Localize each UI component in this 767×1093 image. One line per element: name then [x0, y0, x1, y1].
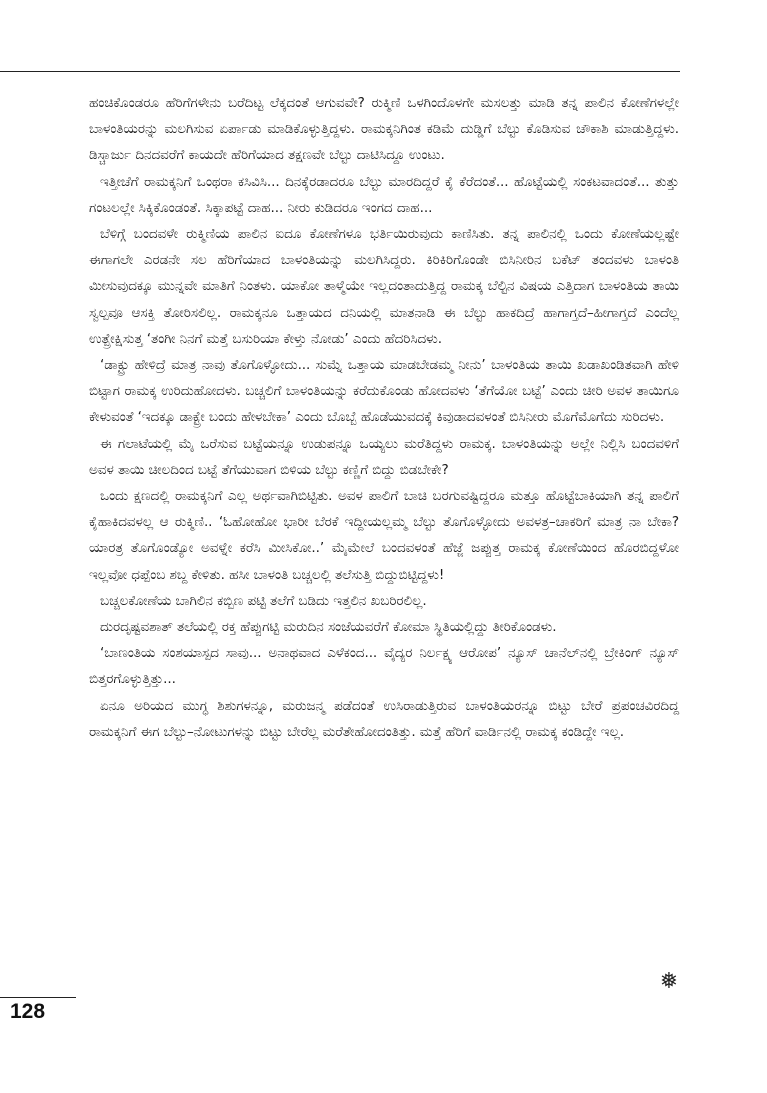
paragraph: ‘ಡಾಕ್ಟ್ರು ಹೇಳಿದ್ರೆ ಮಾತ್ರ ನಾವು ತೊಗೊಳ್ಳೋದು... ಸುಮ್ನೆ ಒತ್ತಾಯ ಮಾಡಬೇಡಮ್ಮ ನೀನು’ ಬಾಳಂತಿಯ ತಾಯಿ ಖಡಾಖಂಡಿತವಾಗಿ ಹೇಳಿ ಬಿಟ್ಟಾಗ ರಾಮಕ್ಕ ಉರಿದುಹೋದಳು. ಬಚ್ಚಲಿಗೆ ಬಾಳಂತಿಯನ್ನು ಕರೆದುಕೊಂಡು ಹೋದವಳು ‘ತೆಗೆಯೋ ಬಟ್ಟೆ’ ಎಂದು ಚೀರಿ ಅವಳ ತಾಯಿಗೂ ಕೇಳುವಂತೆ ‘ಇದಕ್ಕೂ ಡಾಕ್ಟ್ರೇ ಬಂದು ಹೇಳಬೇಕಾ’ ಎಂದು ಬೊಬ್ಬೆ ಹೊಡೆಯುವದಕ್ಕೆ ಕಿವುಡಾದವಳಂತೆ ಬಿಸಿನೀರು ಮೊಗೆಮೊಗೆದು ಸುರಿದಳು. [89, 357, 679, 426]
paragraph: ದುರದೃಷ್ಟವಶಾತ್ ತಲೆಯಲ್ಲಿ ರಕ್ತ ಹೆಪ್ಪುಗಟ್ಟಿ ಮರುದಿನ ಸಂಜೆಯವರೆಗೆ ಕೋಮಾ ಸ್ಥಿತಿಯಲ್ಲಿದ್ದು ತೀರಿಕೊಂಡಳು. [100, 619, 557, 636]
paragraph: ಬೆಳಿಗ್ಗೆ ಬಂದವಳೇ ರುಕ್ಮಿಣಿಯ ಪಾಲಿನ ಐದೂ ಕೋಣೆಗಳೂ ಭರ್ತಿಯಿರುವುದು ಕಾಣಿಸಿತು. ತನ್ನ ಪಾಲಿನಲ್ಲಿ ಒಂದು ಕೋಣೆಯಲ್ಲಷ್ಟೇ ಈಗಾಗಲೇ ಎರಡನೇ ಸಲ ಹೆರಿಗೆಯಾದ ಬಾಳಂತಿಯನ್ನು ಮಲಗಿಸಿದ್ದರು. ಕಿರಿಕಿರಿಗೊಂಡೇ ಬಿಸಿನೀರಿನ ಬಕೆಟ್ ತಂದವಳು ಬಾಳಂತಿ ಮೀಸುವುದಕ್ಕೂ ಮುನ್ನವೇ ಮಾತಿಗೆ ನಿಂತಳು. ಯಾಕೋ ತಾಳ್ಮೆಯೇ ಇಲ್ಲದಂತಾದುತ್ತಿದ್ದ ರಾಮಕ್ಕ ಬೆಲ್ಟಿನ ವಿಷಯ ಎತ್ತಿದಾಗ ಬಾಳಂತಿಯ ತಾಯಿ ಸ್ವಲ್ಪವೂ ಆಸಕ್ತಿ ತೋರಿಸಲಿಲ್ಲ. ರಾಮಕ್ಕನೂ ಒತ್ತಾಯದ ದನಿಯಲ್ಲಿ ಮಾತನಾಡಿ ಈ ಬೆಲ್ಟು ಹಾಕದಿದ್ರೆ ಹಾಗಾಗ್ತದೆ–ಹೀಗಾಗ್ತದೆ ಎಂದೆಲ್ಲ ಉತ್ಪ್ರೇಕ್ಷಿಸುತ್ತ ‘ತಂಗೀ ನಿನಗೆ ಮತ್ತೆ ಬಸುರಿಯಾ ಕೇಳ್ತು ನೋಡು’ ಎಂದು ಹೆದರಿಸಿದಳು. [89, 226, 679, 347]
paragraph: ಒಂದು ಕ್ಷಣದಲ್ಲಿ ರಾಮಕ್ಕನಿಗೆ ಎಲ್ಲ ಅರ್ಥವಾಗಿಬಿಟ್ಟಿತು. ಅವಳ ಪಾಲಿಗೆ ಬಾಚಿ ಬರಗುವಷ್ಟಿದ್ದರೂ ಮತ್ತೂ ಹೊಟ್ಟೆಬಾಕಿಯಾಗಿ ತನ್ನ ಪಾಲಿಗೆ ಕೈಹಾಕಿದವಳಲ್ಲ ಆ ರುಕ್ಮಿಣಿ.. ‘ಓಹೋಹೋ ಭಾರೀ ಬೆರಕೆ ಇದ್ದೀಯಲ್ಲಮ್ಮ ಬೆಲ್ಟು ತೊಗೊಳ್ಳೋದು ಅವಳತ್ರ–ಚಾಕರಿಗೆ ಮಾತ್ರ ನಾ ಬೇಕಾ? ಯಾರತ್ರ ತೊಗೊಂಡ್ಯೋ ಅವಳ್ನೇ ಕರೆಸಿ ಮೀಸಿಕೋ..’ ಮೈಮೇಲೆ ಬಂದವಳಂತೆ ಹೆಜ್ಜೆ ಜಪ್ಪುತ್ತ ರಾಮಕ್ಕ ಕೋಣೆಯಿಂದ ಹೊರಬಿದ್ದಳೋ ಇಲ್ಲವೋ ಧಪ್ಪೆಂಬ ಶಬ್ದ ಕೇಳಿತು. ಹಸೀ ಬಾಳಂತಿ ಬಚ್ಚಲಲ್ಲಿ ತಲೆಸುತ್ತಿ ಬಿದ್ದುಬಿಟ್ಟಿದ್ದಳು! [89, 488, 679, 583]
footer-rule [0, 997, 76, 998]
paragraph: ಇತ್ತೀಚೆಗೆ ರಾಮಕ್ಕನಿಗೆ ಒಂಥರಾ ಕಸಿವಿಸಿ... ದಿನಕ್ಕೆರಡಾದರೂ ಬೆಲ್ಟು ಮಾರದಿದ್ದರೆ ಕೈ ಕೆರೆದಂತೆ... ಹೊಟ್ಟೆಯಲ್ಲಿ ಸಂಕಟವಾದಂತೆ... ತುತ್ತು ಗಂಟಲಲ್ಲೇ ಸಿಕ್ಕಿಕೊಂಡಂತೆ. ಸಿಕ್ಕಾಪಟ್ಟೆ ದಾಹ... ನೀರು ಕುಡಿದರೂ ಇಂಗದ ದಾಹ... [89, 173, 679, 216]
page-number: 128 [10, 1000, 46, 1023]
paragraph: ‘ಬಾಣಂತಿಯ ಸಂಶಯಾಸ್ಪದ ಸಾವು... ಅನಾಥವಾದ ಎಳೆಕಂದ... ವೈದ್ಯರ ನಿರ್ಲಕ್ಷ್ಯ ಆರೋಪ’ ನ್ಯೂಸ್ ಚಾನೆಲ್‌ನಲ್ಲಿ ಬ್ರೇಕಿಂಗ್ ನ್ಯೂಸ್ ಬಿತ್ತರಗೊಳ್ಳುತ್ತಿತ್ತು... [89, 645, 679, 688]
story-text [89, 90, 679, 745]
paragraph: ಹಂಚಿಕೊಂಡರೂ ಹೆರಿಗೆಗಳೇನು ಬರೆದಿಟ್ಟ ಲೆಕ್ಕದಂತೆ ಆಗುವವೇ? ರುಕ್ಮಿಣಿ ಒಳಗಿಂದೊಳಗೇ ಮಸಲತ್ತು ಮಾಡಿ ತನ್ನ ಪಾಲಿನ ಕೋಣೆಗಳಲ್ಲೇ ಬಾಳಂತಿಯರನ್ನು ಮಲಗಿಸುವ ಏರ್ಪಾಡು ಮಾಡಿಕೊಳ್ಳುತ್ತಿದ್ದಳು. ರಾಮಕ್ಕನಿಗಿಂತ ಕಡಿಮೆ ದುಡ್ಡಿಗೆ ಬೆಲ್ಟು ಕೊಡಿಸುವ ಚೌಕಾಶಿ ಮಾಡುತ್ತಿದ್ದಳು. ಡಿಸ್ಚಾರ್ಜು ದಿನದವರೆಗೆ ಕಾಯದೇ ಹೆರಿಗೆಯಾದ ತಕ್ಷಣವೇ ಬೆಲ್ಟು ದಾಟಿಸಿದ್ದೂ ಉಂಟು. [89, 95, 679, 164]
paragraph: ಬಚ್ಚಲಕೋಣೆಯ ಬಾಗಿಲಿನ ಕಬ್ಬಿಣ ಪಟ್ಟಿ ತಲೆಗೆ ಬಡಿದು ಇತ್ತಲಿನ ಖಬರಿರಲಿಲ್ಲ. [100, 592, 427, 609]
header-rule [0, 71, 680, 72]
end-ornament-icon: ❅ [659, 969, 679, 994]
paragraph: ಏನೂ ಅರಿಯದ ಮುಗ್ಧ ಶಿಶುಗಳನ್ನೂ, ಮರುಜನ್ಮ ಪಡೆದಂತೆ ಉಸಿರಾಡುತ್ತಿರುವ ಬಾಳಂತಿಯರನ್ನೂ ಬಿಟ್ಟು ಬೇರೆ ಪ್ರಪಂಚವಿರದಿದ್ದ ರಾಮಕ್ಕನಿಗೆ ಈಗ ಬೆಲ್ಟು–ನೋಟುಗಳನ್ನು ಬಿಟ್ಟು ಬೇರೆಲ್ಲ ಮರೆತೇಹೋದಂತಿತ್ತು. ಮತ್ತೆ ಹೆರಿಗೆ ವಾರ್ಡಿನಲ್ಲಿ ರಾಮಕ್ಕ ಕಂಡಿದ್ದೇ ಇಲ್ಲ. [89, 697, 679, 740]
paragraph: ಈ ಗಲಾಟೆಯಲ್ಲಿ ಮೈ ಒರೆಸುವ ಬಟ್ಟೆಯನ್ನೂ ಉಡುಪನ್ನೂ ಒಯ್ಯಲು ಮರೆತಿದ್ದಳು ರಾಮಕ್ಕ. ಬಾಳಂತಿಯನ್ನು ಅಲ್ಲೇ ನಿಲ್ಲಿಸಿ ಬಂದವಳಿಗೆ ಅವಳ ತಾಯಿ ಚೀಲದಿಂದ ಬಟ್ಟೆ ತೆಗೆಯುವಾಗ ಬಿಳಿಯ ಬೆಲ್ಟು ಕಣ್ಣಿಗೆ ಬಿದ್ದು ಬಿಡಬೇಕೇ? [89, 435, 679, 478]
